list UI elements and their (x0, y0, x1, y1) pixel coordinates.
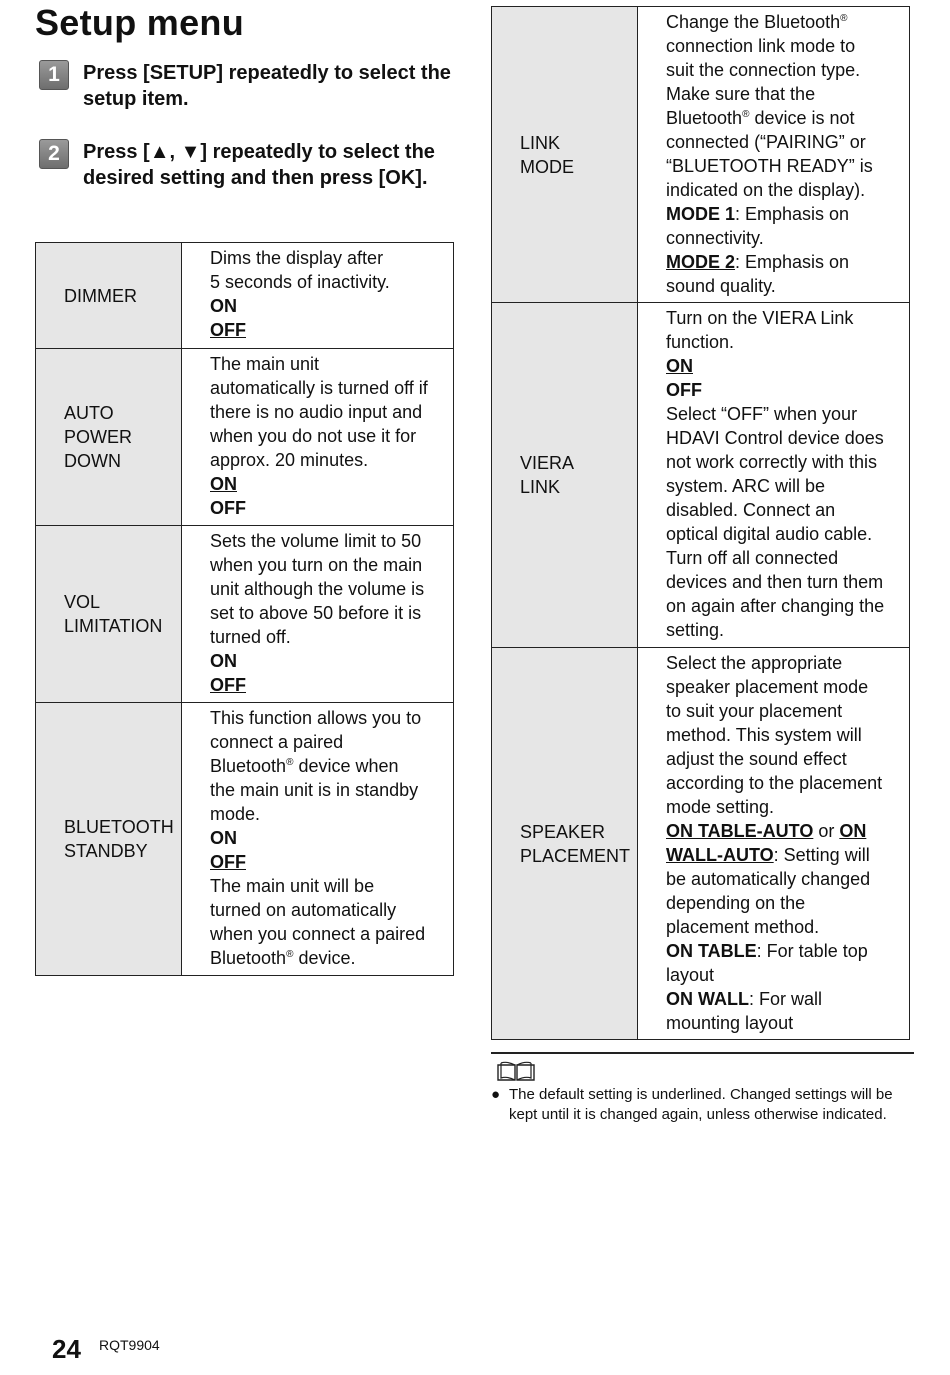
setting-row-auto-power-down (36, 349, 454, 526)
setting-name: VIERA LINK (492, 303, 638, 648)
option-on-table: ON TABLE (666, 941, 757, 961)
step-text: Press [▲, ▼] repeatedly to select the desired setting and then press [OK]. (83, 141, 435, 189)
setting-name: VOL LIMITATION (36, 526, 182, 703)
option-on-default: ON (666, 356, 693, 376)
option-on-wall: ON WALL (666, 989, 749, 1009)
setting-description: Select the appropriate speaker placement mode to suit your placement method. This system will adjust the sound effect according to the placement mode setting. ON TABLE-AUTO or ON WALL-AUTO: Setting will be automatically changed depending on the placement method. ON TABLE: For table top layout ON WALL: For wall mounting layout (638, 648, 910, 1040)
step-number-icon: 1 (39, 60, 69, 90)
setting-row-link-mode (492, 7, 910, 303)
option-on: ON (210, 296, 237, 316)
option-off-default: OFF (210, 852, 246, 872)
option-mode-2-default: MODE 2 (666, 252, 736, 272)
registered-mark: ® (840, 13, 848, 24)
document-code: RQT9904 (99, 1337, 160, 1353)
page-number: 24 (52, 1334, 81, 1364)
note-text: The default setting is underlined. Changed settings will be kept until it is changed again, unless otherwise indicated. (509, 1086, 893, 1123)
settings-table-right (491, 6, 910, 1040)
setting-name: LINK MODE (492, 7, 638, 303)
setting-row-vol-limitation (36, 526, 454, 703)
setting-description: This function allows you to connect a paired Bluetooth® device when the main unit is in standby mode. ON OFF The main unit will be turned on automatically when you connect a paired Bluetooth® device. (182, 703, 454, 976)
step-text: Press [SETUP] repeatedly to select the setup item. (83, 62, 451, 110)
option-on-wall-auto-default-2: WALL-AUTO (666, 845, 774, 865)
option-mode-1: MODE 1 (666, 204, 736, 224)
option-off: OFF (210, 498, 246, 518)
setting-description: Turn on the VIERA Link function. ON OFF Select “OFF” when your HDAVI Control device does not work correctly with this system. ARC will be disabled. Connect an optical digital audio cable. Turn off all connected devices and then turn them on again after changing the setting. (638, 303, 910, 648)
option-off-default: OFF (210, 320, 246, 340)
setting-description: Sets the volume limit to 50 when you turn on the main unit although the volume is set to above 50 before it is turned off. ON OFF (182, 526, 454, 703)
step-number-icon: 2 (39, 139, 69, 169)
setting-name: DIMMER (36, 243, 182, 349)
registered-mark: ® (742, 109, 750, 120)
setting-description: Dims the display after 5 seconds of inactivity. ON OFF (182, 243, 454, 349)
setting-name: SPEAKER PLACEMENT (492, 648, 638, 1040)
page-title: Setup menu (35, 2, 245, 43)
setting-row-bluetooth-standby (36, 703, 454, 976)
settings-table-left (35, 242, 454, 976)
note-divider (491, 1052, 914, 1054)
registered-mark: ® (286, 949, 294, 960)
book-icon (496, 1061, 536, 1083)
option-on-wall-auto-default: ON (839, 821, 867, 841)
option-off-default: OFF (210, 675, 246, 695)
bullet-icon: ● (491, 1086, 501, 1103)
option-on: ON (210, 828, 237, 848)
setting-name: BLUETOOTH STANDBY (36, 703, 182, 976)
setting-name: AUTO POWER DOWN (36, 349, 182, 526)
option-on-table-auto-default: ON TABLE-AUTO (666, 821, 814, 841)
setting-description: Change the Bluetooth® connection link mode to suit the connection type. Make sure that the Bluetooth® device is not connected (“PAIRING” or “BLUETOOTH READY” is indicated on the display). MODE 1: Emphasis on connectivity. MODE 2: Emphasis on sound quality. (638, 7, 910, 303)
setting-row-dimmer (36, 243, 454, 349)
option-on-default: ON (210, 474, 237, 494)
setting-row-speaker-placement (492, 648, 910, 1040)
setting-description: The main unit automatically is turned off if there is no audio input and when you do not use it for approx. 20 minutes. ON OFF (182, 349, 454, 526)
option-on: ON (210, 651, 237, 671)
setting-row-viera-link (492, 303, 910, 648)
option-off: OFF (666, 380, 702, 400)
registered-mark: ® (286, 757, 294, 768)
